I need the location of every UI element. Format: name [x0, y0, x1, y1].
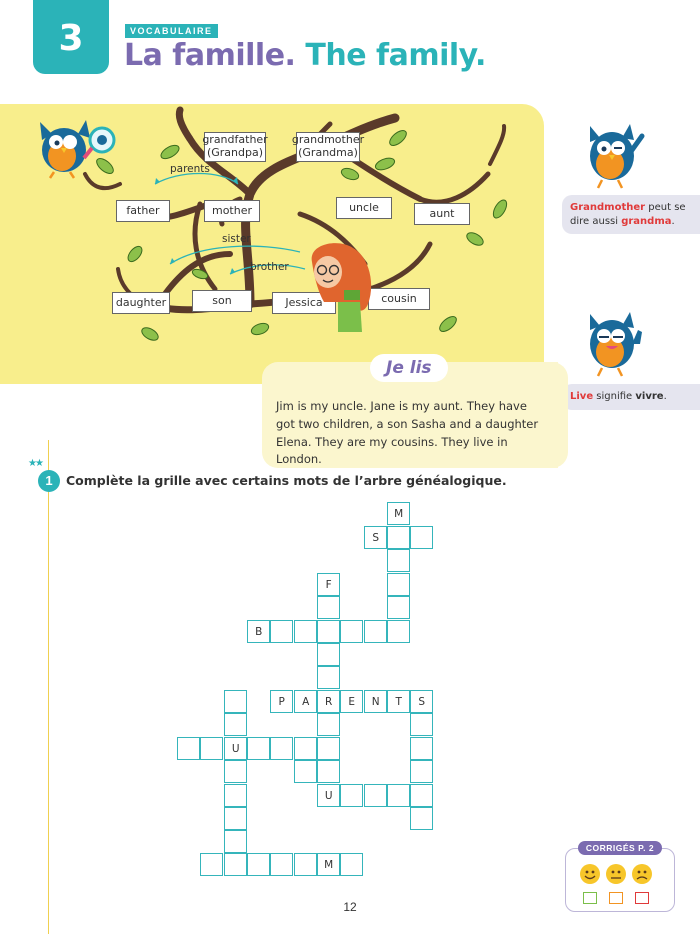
crossword-cell[interactable]: E: [340, 690, 363, 713]
card-grandfather: grandfather (Grandpa): [204, 132, 266, 162]
crossword-cell[interactable]: [317, 666, 340, 689]
crossword-cell[interactable]: [410, 784, 433, 807]
card-grandmother: grandmother (Grandma): [296, 132, 360, 162]
crossword-cell[interactable]: N: [364, 690, 387, 713]
crossword-cell[interactable]: P: [270, 690, 293, 713]
crossword-cell[interactable]: [247, 737, 270, 760]
margin-line: [48, 440, 49, 934]
crossword-cell[interactable]: [224, 853, 247, 876]
crossword-cell[interactable]: [294, 853, 317, 876]
crossword-cell[interactable]: [317, 596, 340, 619]
page-number: 12: [343, 900, 357, 914]
checkbox-sad[interactable]: [635, 892, 649, 904]
crossword-cell[interactable]: [410, 807, 433, 830]
corrections-label: CORRIGÉS P. 2: [578, 841, 662, 855]
crossword-cell[interactable]: [387, 549, 410, 572]
crossword-cell[interactable]: [317, 713, 340, 736]
crossword-cell[interactable]: [317, 620, 340, 643]
title-english: The family.: [305, 38, 486, 73]
checkbox-neutral[interactable]: [609, 892, 623, 904]
smiley-faces-detail: [580, 864, 652, 884]
crossword-cell[interactable]: [410, 526, 433, 549]
crossword-cell[interactable]: S: [410, 690, 433, 713]
reading-title: Je lis: [370, 354, 448, 382]
card-father: father: [116, 200, 170, 222]
crossword-cell[interactable]: [387, 596, 410, 619]
crossword-cell[interactable]: [247, 853, 270, 876]
crossword-cell[interactable]: [410, 760, 433, 783]
crossword-cell[interactable]: [270, 620, 293, 643]
girl-illustration: [298, 242, 378, 332]
crossword-cell[interactable]: [340, 784, 363, 807]
crossword-cell[interactable]: F: [317, 573, 340, 596]
page-title: [124, 38, 486, 73]
crossword-cell[interactable]: M: [387, 502, 410, 525]
owl-thumbs-up-icon: [580, 308, 650, 382]
crossword-cell[interactable]: S: [364, 526, 387, 549]
note-live: Live signifie vivre.: [562, 384, 700, 410]
crossword-cell[interactable]: [224, 713, 247, 736]
crossword-cell[interactable]: M: [317, 853, 340, 876]
relation-parents: parents: [170, 163, 210, 175]
reading-text: Jim is my uncle. Jane is my aunt. They have got two children, a son Sasha and a daughter Elena. They are my cousins. They live in London.: [276, 399, 539, 467]
crossword-cell[interactable]: [364, 784, 387, 807]
chapter-tab: [33, 0, 109, 74]
crossword-cell[interactable]: [270, 853, 293, 876]
crossword-cell[interactable]: [317, 760, 340, 783]
crossword-cell[interactable]: [410, 737, 433, 760]
crossword-cell[interactable]: B: [247, 620, 270, 643]
relation-brother: brother: [250, 261, 289, 273]
title-french: La famille.: [124, 38, 296, 73]
card-mother: mother: [204, 200, 260, 222]
card-aunt: aunt: [414, 203, 470, 225]
crossword-cell[interactable]: U: [224, 737, 247, 760]
crossword-cell[interactable]: [340, 853, 363, 876]
chapter-number: 3: [58, 18, 84, 59]
crossword-cell[interactable]: [364, 620, 387, 643]
crossword-cell[interactable]: [224, 830, 247, 853]
exercise-number: 1: [38, 470, 60, 492]
crossword-cell[interactable]: [200, 853, 223, 876]
crossword-cell[interactable]: [224, 784, 247, 807]
crossword-cell[interactable]: [224, 690, 247, 713]
owl-wink-icon: [580, 120, 650, 194]
card-daughter: daughter: [112, 292, 170, 314]
crossword-cell[interactable]: [387, 526, 410, 549]
crossword-cell[interactable]: [340, 620, 363, 643]
crossword-cell[interactable]: [387, 784, 410, 807]
crossword-cell[interactable]: R: [317, 690, 340, 713]
crossword-cell[interactable]: [410, 713, 433, 736]
crossword-cell[interactable]: U: [317, 784, 340, 807]
crossword-cell[interactable]: [387, 573, 410, 596]
exercise-instruction: Complète la grille avec certains mots de l’arbre généalogique.: [66, 473, 507, 488]
crossword-cell[interactable]: [317, 737, 340, 760]
note-grandmother: Grandmother peut se dire aussi grandma.: [562, 195, 700, 234]
checkbox-happy[interactable]: [583, 892, 597, 904]
crossword-cell[interactable]: [294, 760, 317, 783]
crossword-cell[interactable]: T: [387, 690, 410, 713]
card-son: son: [192, 290, 252, 312]
crossword-cell[interactable]: [387, 620, 410, 643]
crossword-cell[interactable]: [177, 737, 200, 760]
crossword-cell[interactable]: [317, 643, 340, 666]
section-label: VOCABULAIRE: [125, 24, 218, 38]
crossword-cell[interactable]: [270, 737, 293, 760]
card-cousin: cousin: [368, 288, 430, 310]
crossword-cell[interactable]: [224, 807, 247, 830]
crossword-cell[interactable]: [294, 620, 317, 643]
crossword-cell[interactable]: [224, 760, 247, 783]
difficulty-stars-icon: ★★: [28, 458, 42, 469]
card-jessica: Jessica: [272, 292, 336, 314]
crossword-cell[interactable]: [294, 737, 317, 760]
owl-magnifier-icon: [32, 114, 122, 182]
crossword-cell[interactable]: [200, 737, 223, 760]
card-uncle: uncle: [336, 197, 392, 219]
crossword-cell[interactable]: A: [294, 690, 317, 713]
relation-sister: sister: [222, 233, 251, 245]
